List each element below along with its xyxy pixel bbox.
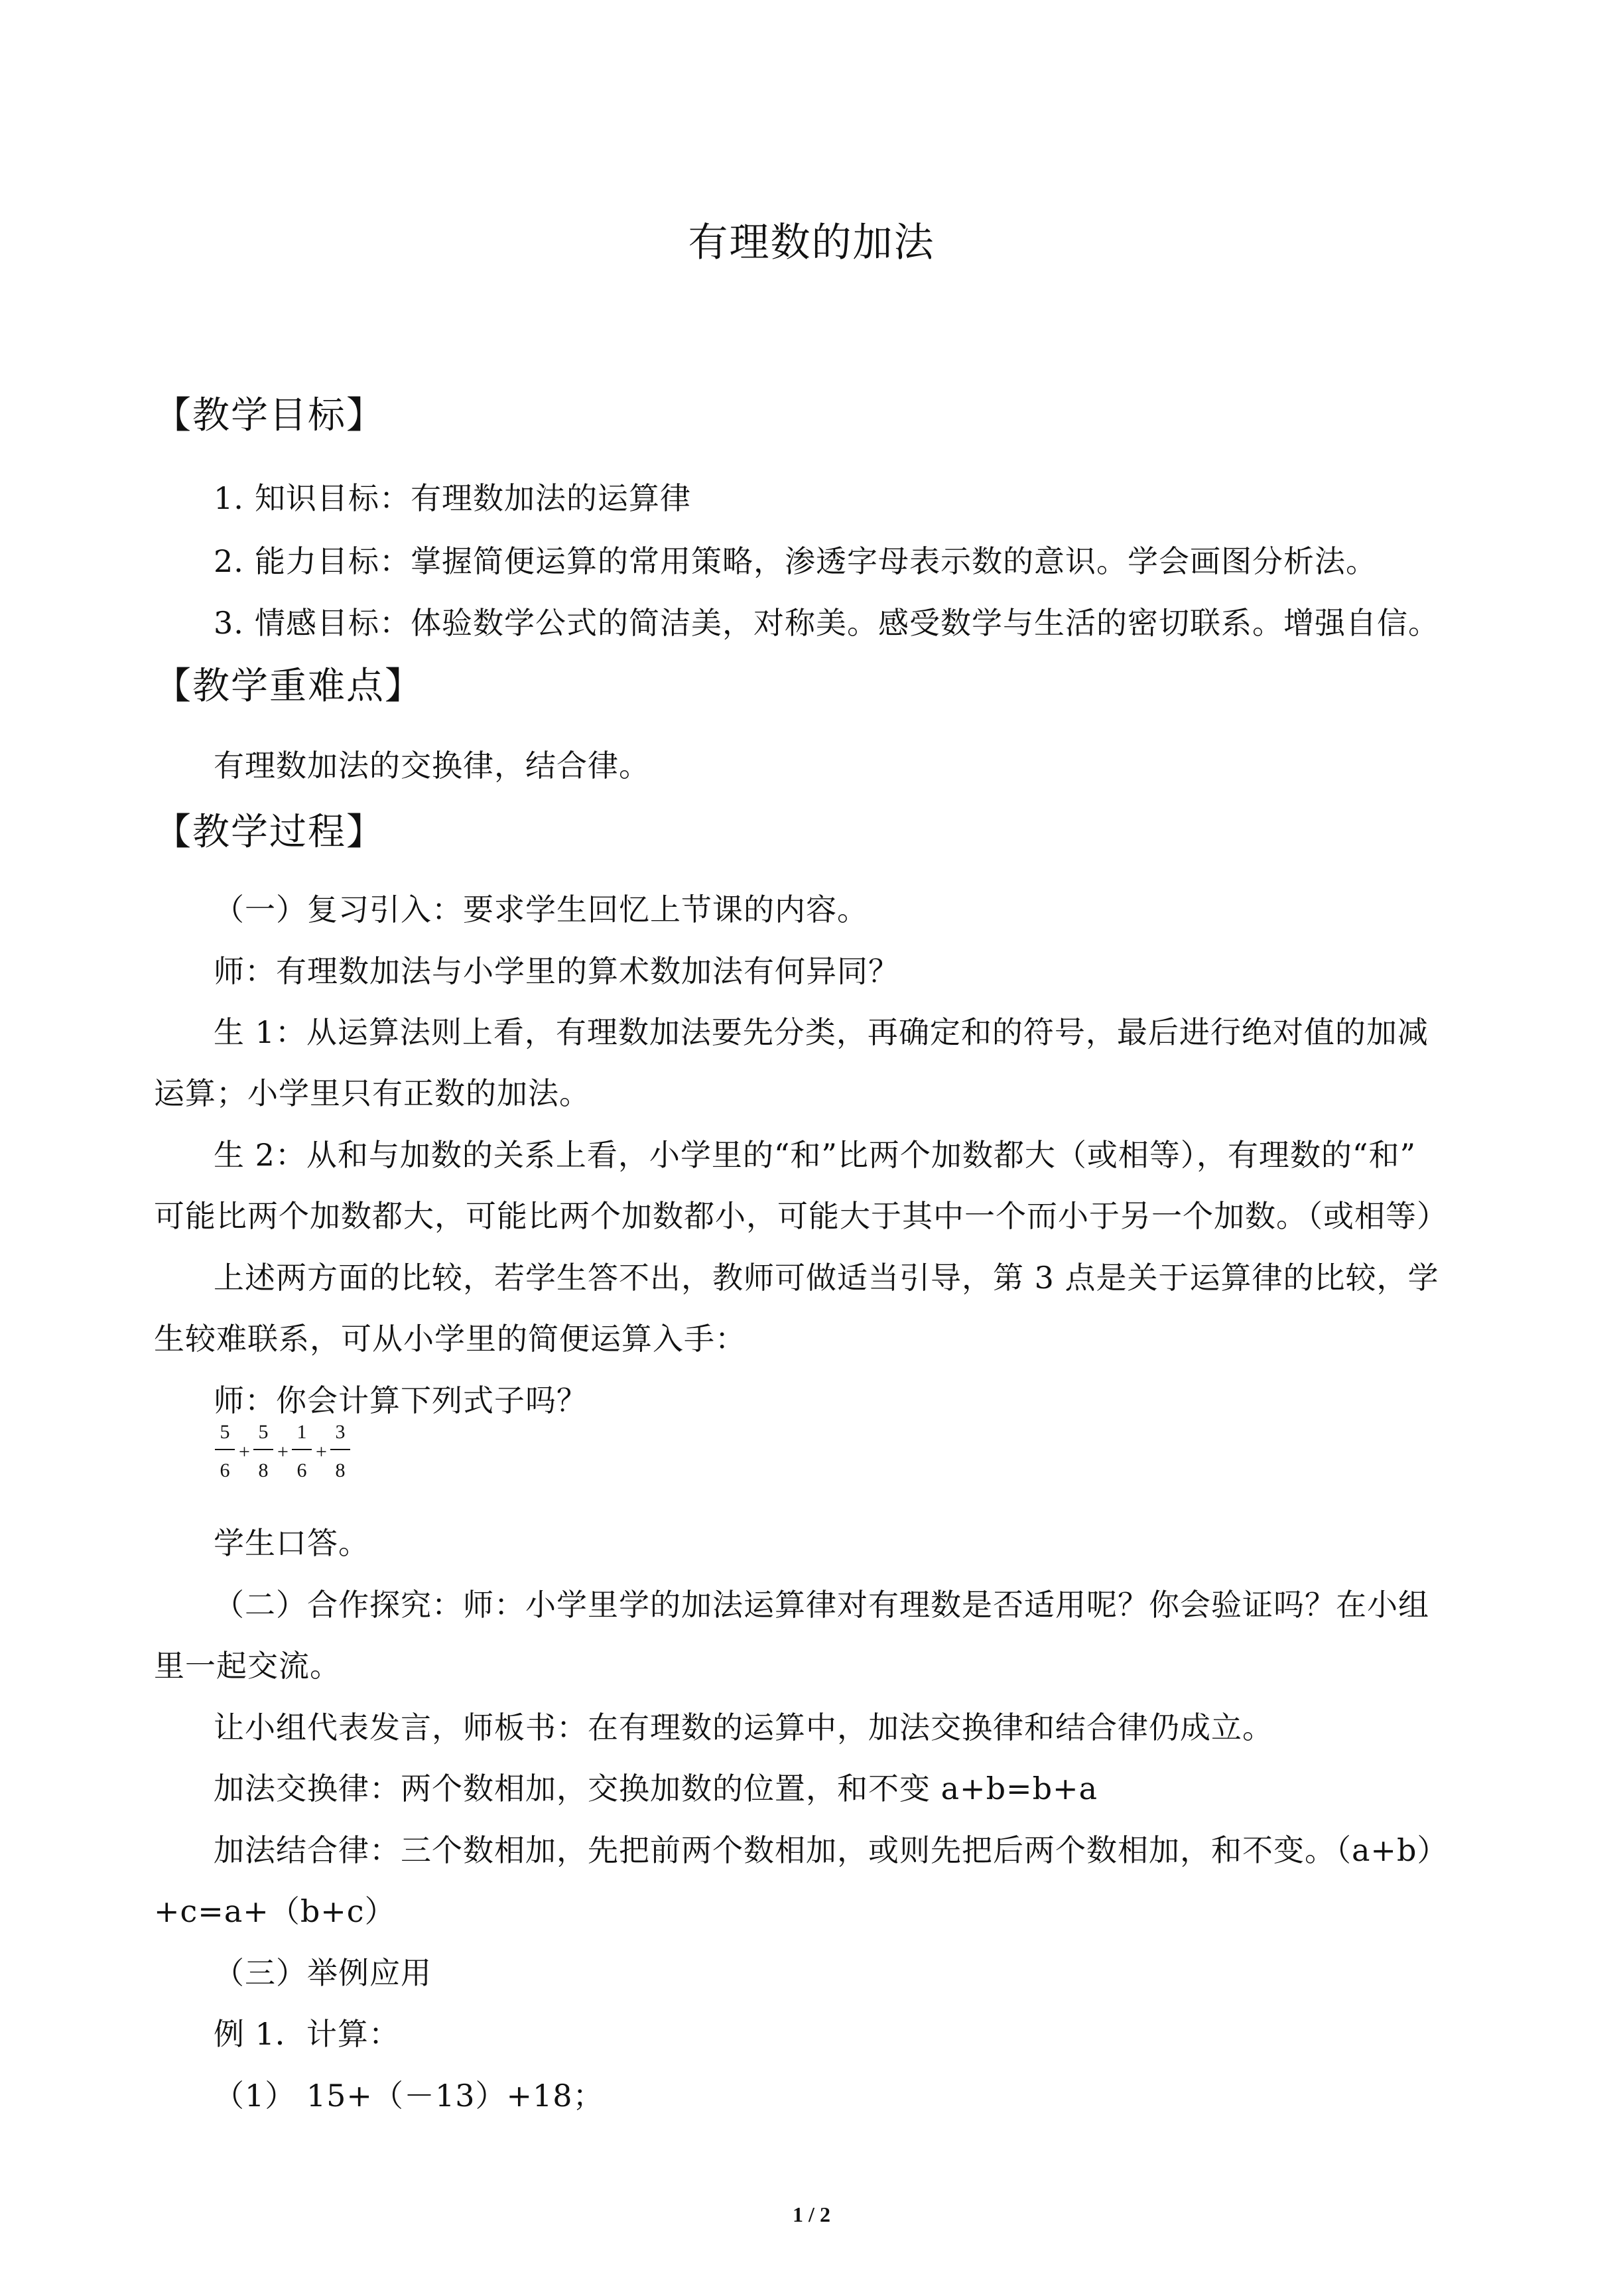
denominator: 6 [220, 1459, 230, 1481]
process-heading: 【教学过程】 [154, 811, 385, 854]
paragraph-continued: 可能比两个加数都大，可能比两个加数都小，可能大于其中一个而小于另一个加数。（或相等） [154, 1198, 1448, 1234]
fraction [329, 1420, 352, 1483]
goal-text: 情感目标：体验数学公式的简洁美，对称美。感受数学与生活的密切联系。增强自信。 [255, 605, 1439, 641]
goal-text: 知识目标：有理数加法的运算律 [255, 480, 691, 516]
numerator: 5 [220, 1421, 230, 1443]
fraction [252, 1420, 275, 1483]
page-number: 1 / 2 [793, 2202, 830, 2226]
paragraph: 让小组代表发言，师板书：在有理数的运算中，加法交换律和结合律仍成立。 [214, 1710, 1273, 1745]
denominator: 8 [258, 1459, 269, 1481]
plus-sign: + [316, 1441, 327, 1463]
paragraph: 加法交换律：两个数相加，交换加数的位置，和不变 a+b=b+a [214, 1771, 1098, 1806]
paragraph-continued: +c=a+（b+c） [154, 1893, 396, 1929]
paragraph: 上述两方面的比较，若学生答不出，教师可做适当引导，第 3 点是关于运算律的比较，学 [214, 1260, 1439, 1296]
goals-heading: 【教学目标】 [154, 394, 385, 437]
goal-number: 3. [214, 605, 244, 641]
fraction [214, 1420, 236, 1483]
paragraph: （二）合作探究：师：小学里学的加法运算律对有理数是否适用呢？你会验证吗？在小组 [214, 1587, 1429, 1623]
goal-text: 能力目标：掌握简便运算的常用策略，渗透字母表示数的意识。学会画图分析法。 [255, 543, 1377, 579]
paragraph: 师：有理数加法与小学里的算术数加法有何异同？ [214, 953, 899, 989]
plus-sign: + [239, 1441, 250, 1463]
fraction-bar [215, 1449, 235, 1450]
paragraph: （三）举例应用 [214, 1955, 432, 1991]
paragraph: （1） 15+（－13）+18； [214, 2078, 604, 2114]
plus-sign: + [277, 1441, 289, 1463]
fraction-bar [292, 1449, 312, 1450]
key-points-text: 有理数加法的交换律，结合律。 [214, 748, 650, 783]
fraction-bar [330, 1449, 350, 1450]
numerator: 1 [296, 1421, 307, 1443]
denominator: 8 [335, 1459, 346, 1481]
paragraph: 加法结合律：三个数相加，先把前两个数相加，或则先把后两个数相加，和不变。（a+b） [214, 1832, 1449, 1868]
goal-number: 1. [214, 480, 244, 516]
numerator: 3 [335, 1421, 346, 1443]
paragraph-continued: 生较难联系，可从小学里的简便运算入手： [154, 1321, 746, 1357]
page-title: 有理数的加法 [688, 220, 935, 266]
paragraph: 学生口答。 [214, 1525, 369, 1561]
fraction [291, 1420, 313, 1483]
paragraph: 师：你会计算下列式子吗？ [214, 1383, 588, 1418]
key-points-heading: 【教学重难点】 [154, 665, 423, 708]
paragraph-continued: 里一起交流。 [154, 1648, 341, 1684]
goal-item-3 [214, 599, 1439, 643]
paragraph: 生 2：从和与加数的关系上看，小学里的“和”比两个加数都大（或相等），有理数的“和” [214, 1137, 1416, 1173]
numerator: 5 [258, 1421, 269, 1443]
goal-number: 2. [214, 543, 244, 579]
fraction-bar [253, 1449, 273, 1450]
denominator: 6 [296, 1459, 307, 1481]
paragraph: 例 1．计算： [214, 2016, 400, 2052]
paragraph-continued: 运算；小学里只有正数的加法。 [154, 1075, 590, 1111]
paragraph: 生 1：从运算法则上看，有理数加法要先分类，再确定和的符号，最后进行绝对值的加减 [214, 1014, 1429, 1050]
paragraph: （一）复习引入：要求学生回忆上节课的内容。 [214, 892, 868, 927]
goal-item-1 [214, 474, 691, 518]
goal-item-2 [214, 537, 1377, 581]
